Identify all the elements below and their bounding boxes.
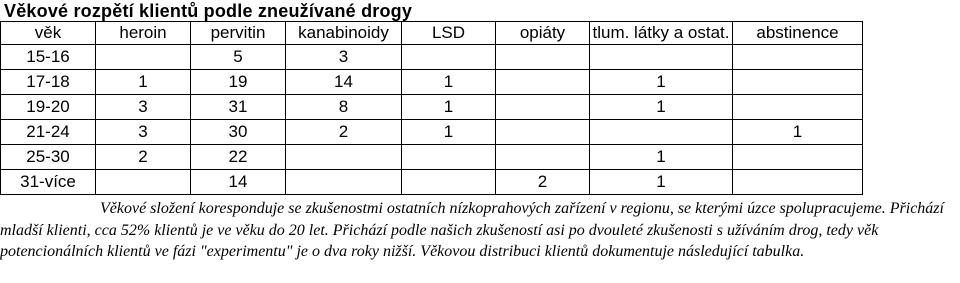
- age-cell: 21-24: [1, 120, 96, 145]
- table-cell: [496, 145, 590, 170]
- table-cell: [496, 45, 590, 70]
- table-cell: 14: [286, 70, 402, 95]
- col-header-lsd: LSD: [402, 22, 496, 45]
- table-cell: 8: [286, 95, 402, 120]
- table-cell: 5: [191, 45, 286, 70]
- table-cell: [590, 45, 733, 70]
- table-cell: 3: [96, 120, 191, 145]
- explanatory-paragraph: [0, 198, 960, 263]
- table-cell: [590, 120, 733, 145]
- table-cell: 22: [191, 145, 286, 170]
- table-row: [1, 95, 863, 120]
- age-cell: 25-30: [1, 145, 96, 170]
- table-cell: 1: [96, 70, 191, 95]
- age-cell: 19-20: [1, 95, 96, 120]
- table-cell: [286, 145, 402, 170]
- table-row: [1, 145, 863, 170]
- table-cell: [733, 170, 863, 195]
- table-cell: [496, 70, 590, 95]
- table-cell: 2: [96, 145, 191, 170]
- col-header-cannabinoids: kanabinoidy: [286, 22, 402, 45]
- header-row: [1, 22, 863, 45]
- table-cell: 1: [402, 70, 496, 95]
- table-cell: [496, 95, 590, 120]
- age-cell: 15-16: [1, 45, 96, 70]
- table-cell: 3: [286, 45, 402, 70]
- table-row: [1, 70, 863, 95]
- table-cell: 1: [590, 145, 733, 170]
- table-cell: 1: [402, 120, 496, 145]
- table-title: Věkové rozpětí klientů podle zneužívané drogy: [4, 1, 413, 21]
- table-cell: 31: [191, 95, 286, 120]
- table-cell: [96, 170, 191, 195]
- table-cell: [733, 145, 863, 170]
- table-row: [1, 45, 863, 70]
- table-cell: 19: [191, 70, 286, 95]
- table-cell: [733, 45, 863, 70]
- table-cell: [286, 170, 402, 195]
- table-cell: [733, 70, 863, 95]
- col-header-heroin: heroin: [96, 22, 191, 45]
- table-row: [1, 120, 863, 145]
- col-header-pervitin: pervitin: [191, 22, 286, 45]
- table-cell: 30: [191, 120, 286, 145]
- table-cell: 1: [590, 70, 733, 95]
- col-header-age: věk: [1, 22, 96, 45]
- age-cell: 17-18: [1, 70, 96, 95]
- table-cell: [402, 45, 496, 70]
- table-cell: 2: [286, 120, 402, 145]
- paragraph-text: Věkové složení koresponduje se zkušenostmi ostatních nízkoprahových zařízení v regionu, se kterými úzce spolupracujeme. Přichází mladší klienti, cca 52% klientů je ve věku do 20 let. Přichází podle našich zkušeností asi po dvouleté zkušenosti s užíváním drog, tedy věk potencionálních klientů ve fázi "experimentu" je o dva roky nižší. Věkovou distribuci klientů dokumentuje následující tabulka.: [0, 200, 944, 260]
- table-cell: 1: [590, 170, 733, 195]
- table-cell: 2: [496, 170, 590, 195]
- table-cell: 3: [96, 95, 191, 120]
- table-row: [1, 170, 863, 195]
- col-header-sedatives-other: tlum. látky a ostat.: [590, 22, 733, 45]
- col-header-opiates: opiáty: [496, 22, 590, 45]
- table-cell: 14: [191, 170, 286, 195]
- age-cell: 31-více: [1, 170, 96, 195]
- table-cell: [402, 145, 496, 170]
- table-cell: 1: [402, 95, 496, 120]
- table-body: [1, 45, 863, 195]
- table-cell: [496, 120, 590, 145]
- table-cell: 1: [590, 95, 733, 120]
- col-header-abstinence: abstinence: [733, 22, 863, 45]
- age-distribution-table: [0, 21, 863, 195]
- table-cell: [402, 170, 496, 195]
- table-cell: [96, 45, 191, 70]
- table-header: [1, 22, 863, 45]
- table-cell: 1: [733, 120, 863, 145]
- table-cell: [733, 95, 863, 120]
